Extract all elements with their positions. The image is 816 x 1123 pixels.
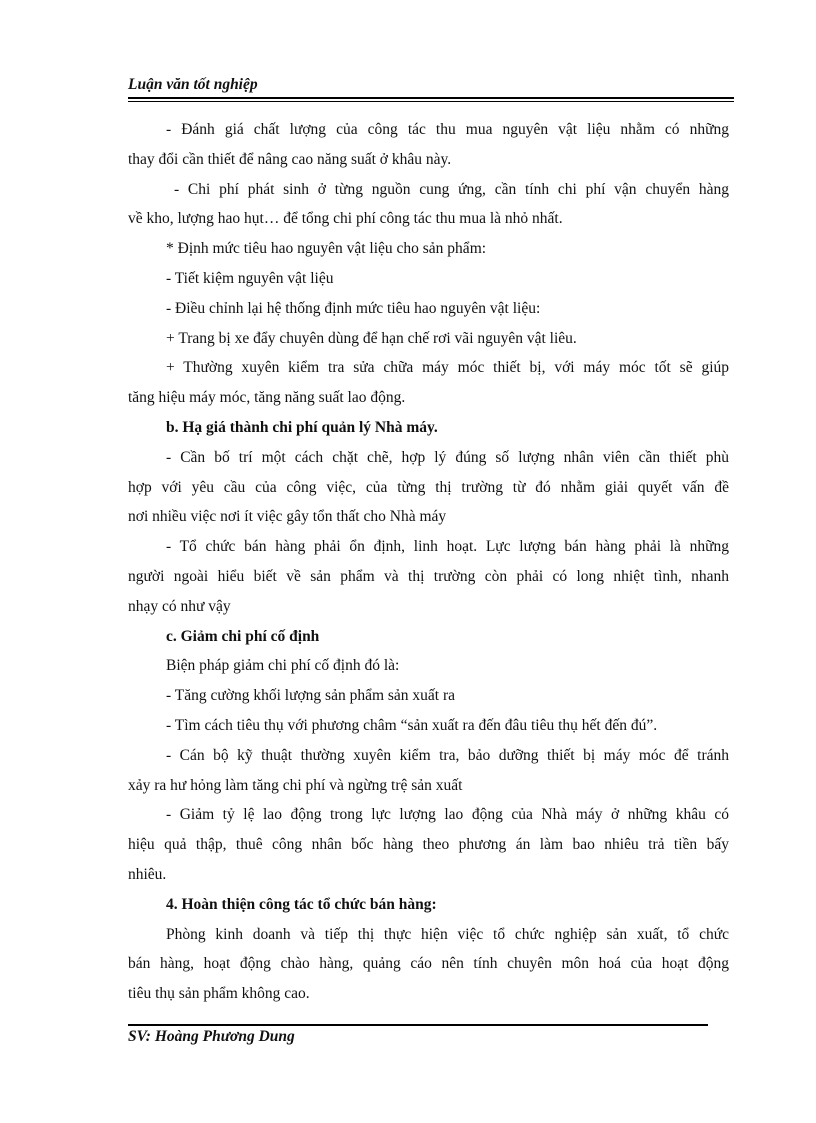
body-line: người ngoài hiểu biết về sản phẩm và thị trường còn phải có long nhiệt tình, nhanh	[128, 567, 729, 585]
body-line: - Cần bố trí một cách chặt chẽ, hợp lý đúng số lượng nhân viên cần thiết phù	[166, 448, 729, 466]
body-line: Phòng kinh doanh và tiếp thị thực hiện việc tổ chức nghiệp sản xuất, tổ chức	[166, 925, 729, 943]
body-line: - Tăng cường khối lượng sản phẩm sản xuất ra	[166, 687, 456, 705]
body-line: hợp với yêu cầu của công việc, của từng thị trường từ đó nhằm giải quyết vấn đề	[128, 478, 729, 496]
section-heading: b. Hạ giá thành chi phí quản lý Nhà máy.	[166, 418, 438, 436]
body-line: * Định mức tiêu hao nguyên vật liệu cho sản phẩm:	[166, 240, 487, 258]
section-heading: 4. Hoàn thiện công tác tổ chức bán hàng:	[166, 895, 437, 913]
page-header-title: Luận văn tốt nghiệp	[128, 76, 258, 93]
body-line: bán hàng, hoạt động chào hàng, quảng cáo nên tính chuyên môn hoá của hoạt động	[128, 955, 729, 973]
body-line: - Giảm tỷ lệ lao động trong lực lượng lao động của Nhà máy ở những khâu có	[166, 806, 729, 824]
body-line: - Tìm cách tiêu thụ với phương châm “sản xuất ra đến đâu tiêu thụ hết đến đú”.	[166, 716, 658, 734]
body-line: tiêu thụ sản phẩm không cao.	[128, 985, 310, 1003]
body-line: về kho, lượng hao hụt… để tổng chi phí công tác thu mua là nhỏ nhất.	[128, 210, 563, 228]
body-line: hiệu quả thập, thuê công nhân bốc hàng theo phương án làm bao nhiêu trả tiền bấy	[128, 836, 729, 854]
body-line: - Tiết kiệm nguyên vật liệu	[166, 269, 334, 287]
header-rule	[128, 97, 734, 99]
body-line: thay đổi cần thiết để nâng cao năng suất ở khâu này.	[128, 150, 452, 168]
footer-rule	[128, 1024, 708, 1026]
body-line: - Điều chỉnh lại hệ thống định mức tiêu hao nguyên vật liệu:	[166, 299, 541, 317]
page-footer-author: SV: Hoàng Phương Dung	[128, 1028, 295, 1045]
body-line: - Tổ chức bán hàng phải ổn định, linh hoạt. Lực lượng bán hàng phải là những	[166, 538, 729, 556]
body-line: + Thường xuyên kiểm tra sửa chữa máy móc thiết bị, với máy móc tốt sẽ giúp	[166, 359, 729, 377]
body-line: nơi nhiều việc nơi ít việc gây tổn thất cho Nhà máy	[128, 508, 447, 526]
page-body	[128, 115, 729, 1009]
body-line: + Trang bị xe đẩy chuyên dùng để hạn chế rơi vãi nguyên vật liêu.	[166, 329, 577, 347]
body-line: - Cán bộ kỹ thuật thường xuyên kiểm tra, bảo dưỡng thiết bị máy móc để tránh	[166, 746, 729, 764]
body-line: nhiêu.	[128, 865, 167, 883]
header-rule-thin	[128, 101, 734, 102]
body-line: nhạy có như vậy	[128, 597, 231, 615]
body-line: Biện pháp giảm chi phí cố định đó là:	[166, 657, 400, 675]
body-line: - Đánh giá chất lượng của công tác thu mua nguyên vật liệu nhằm có những	[166, 121, 729, 138]
body-line: - Chi phí phát sinh ở từng nguồn cung ứng, cần tính chi phí vận chuyển hàng	[174, 180, 729, 198]
body-line: tăng hiệu máy móc, tăng năng suất lao động.	[128, 389, 406, 407]
body-line: xảy ra hư hỏng làm tăng chi phí và ngừng trệ sản xuất	[128, 776, 463, 794]
section-heading: c. Giảm chi phí cố định	[166, 627, 320, 645]
